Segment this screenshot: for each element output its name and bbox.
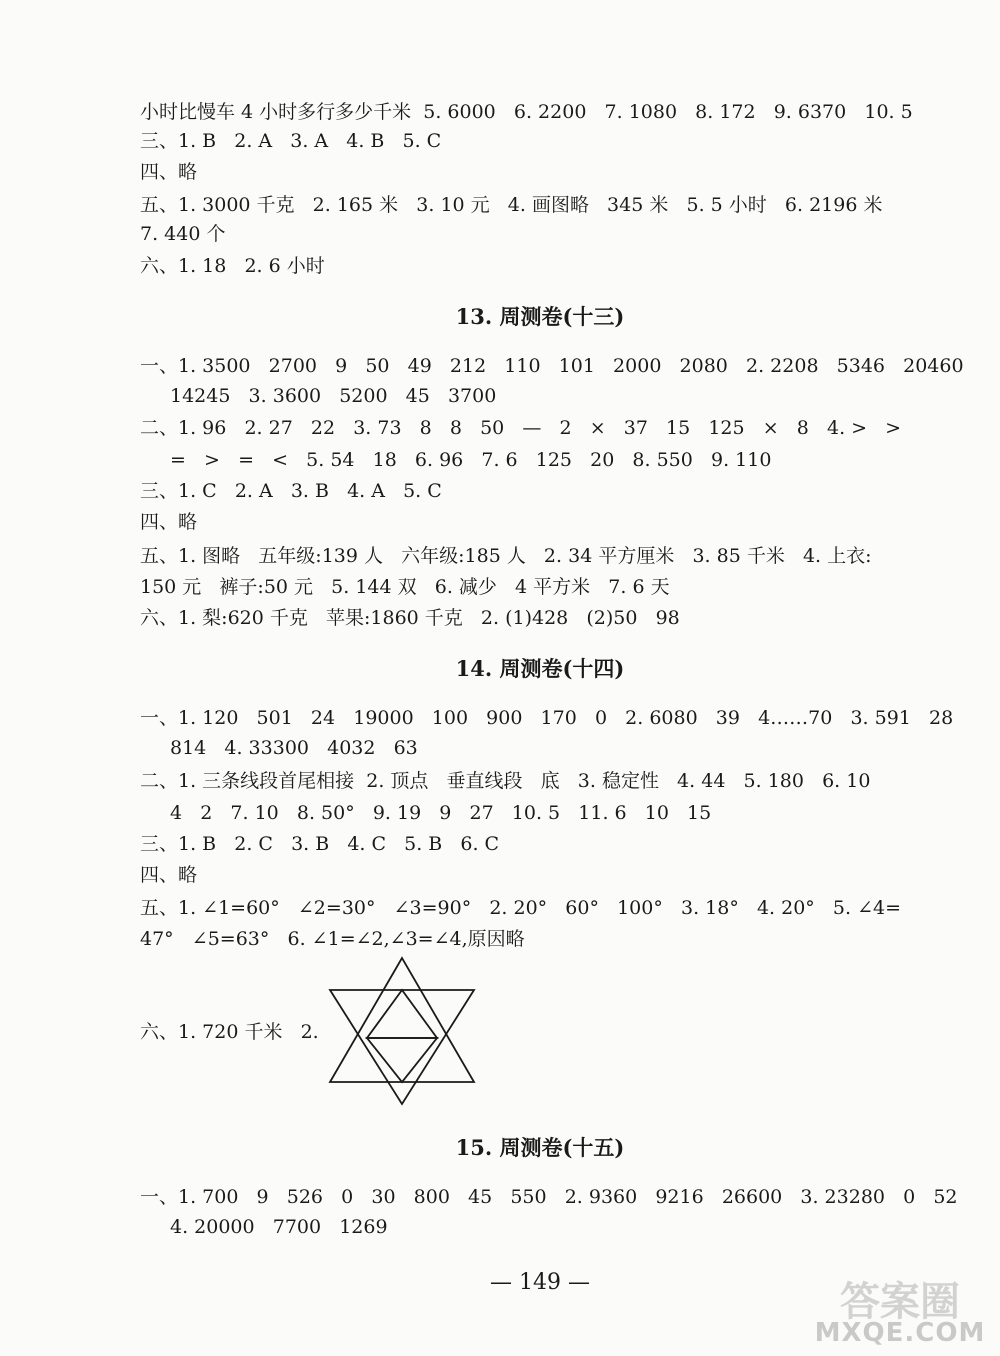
answer-line: 二、1. 三条线段首尾相接 2. 顶点 垂直线段 底 3. 稳定性 4. 44 5. 180 6. 10 [140,770,871,792]
answer-line: 五、1. 3000 千克 2. 165 米 3. 10 元 4. 画图略 345 米 5. 5 小时 6. 2196 米 [140,194,883,216]
answer-line: 六、1. 18 2. 6 小时 [140,255,325,277]
answer-line: 五、1. 图略 五年级:139 人 六年级:185 人 2. 34 平方厘米 3. 85 千米 4. 上衣: [140,545,872,567]
upward-triangle [330,958,474,1082]
section-title-14: 14. 周测卷(十四) [455,656,625,681]
answer-line: 一、1. 700 9 526 0 30 800 45 550 2. 9360 9216 26600 3. 23280 0 52 [140,1186,958,1208]
answer-line: 7. 440 个 [140,223,226,245]
watermark [810,1270,990,1350]
answer-line: 四、略 [140,161,198,183]
section-title-13: 13. 周测卷(十三) [455,304,625,329]
answer-line: 四、略 [140,511,198,533]
answer-line: 14245 3. 3600 5200 45 3700 [170,385,497,407]
answer-line: 一、1. 120 501 24 19000 100 900 170 0 2. 6080 39 4……70 3. 591 28 [140,707,954,729]
answer-line: 三、1. B 2. C 3. B 4. C 5. B 6. C [140,833,500,855]
downward-triangle [330,990,474,1104]
watermark-logo: 答案圈 [840,1279,960,1325]
answer-line: 47° ∠5=63° 6. ∠1=∠2,∠3=∠4,原因略 [140,928,525,950]
answer-line: 五、1. ∠1=60° ∠2=30° ∠3=90° 2. 20° 60° 100° 3. 18° 4. 20° 5. ∠4= [140,897,902,919]
answer-line: 四、略 [140,864,198,886]
answer-line: 六、1. 720 千米 2. [140,1021,319,1043]
answer-line: 小时比慢车 4 小时多行多少千米 5. 6000 6. 2200 7. 1080 8. 172 9. 6370 10. 5 [140,101,913,123]
page-number: — 149 — [490,1270,590,1295]
inner-triangle-up [367,990,437,1038]
answer-line: 三、1. C 2. A 3. B 4. A 5. C [140,480,442,502]
answer-line: 二、1. 96 2. 27 22 3. 73 8 8 50 — 2 × 37 15 125 × 8 4. > > [140,417,902,439]
answer-line: 4 2 7. 10 8. 50° 9. 19 9 27 10. 5 11. 6 10 15 [170,802,712,824]
answer-line: 814 4. 33300 4032 63 [170,737,418,759]
watermark-text: MXQE.COM [814,1318,986,1348]
hexagram-figure [318,954,478,1110]
answer-line: 150 元 裤子:50 元 5. 144 双 6. 减少 4 平方米 7. 6 天 [140,576,670,598]
answer-line: 4. 20000 7700 1269 [170,1216,388,1238]
answer-line: = > = < 5. 54 18 6. 96 7. 6 125 20 8. 550 9. 110 [170,449,772,471]
answer-line: 一、1. 3500 2700 9 50 49 212 110 101 2000 2080 2. 2208 5346 20460 [140,355,964,377]
answer-line: 六、1. 梨:620 千克 苹果:1860 千克 2. (1)428 (2)50 98 [140,607,680,629]
answer-line: 三、1. B 2. A 3. A 4. B 5. C [140,130,442,152]
inner-triangle-down [367,1038,437,1082]
section-title-15: 15. 周测卷(十五) [455,1135,625,1160]
